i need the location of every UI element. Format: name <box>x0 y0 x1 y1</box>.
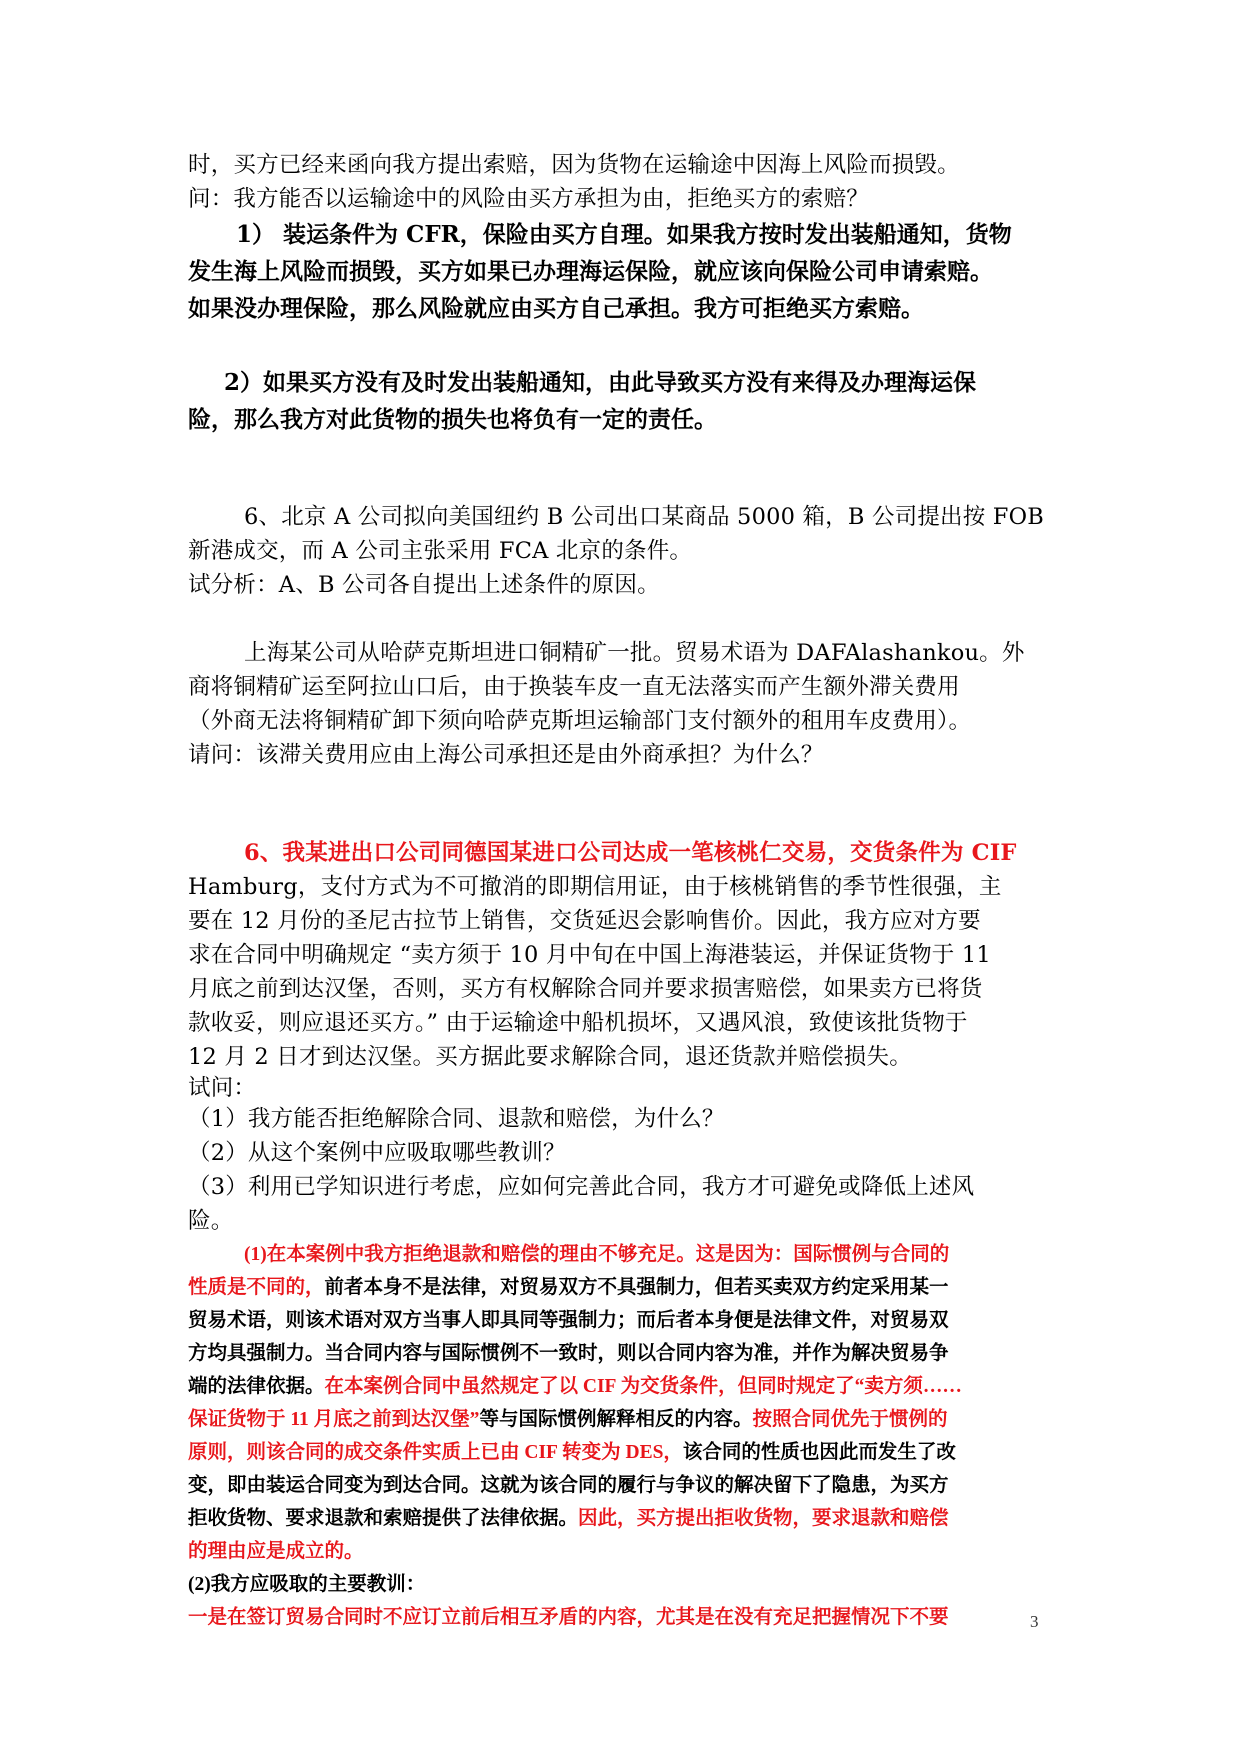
question-6b-item-1: （1）我方能否拒绝解除合同、退款和赔偿，为什么？ <box>188 1106 725 1132</box>
question-daf-text: 上海某公司从哈萨克斯坦进口铜精矿一批。贸易术语为 DAFAlashankou。外 <box>244 640 1025 666</box>
question-6-prompt: 试分析：A、B 公司各自提出上述条件的原因。 <box>188 572 660 598</box>
question-daf-prompt: 请问：该滞关费用应由上海公司承担还是由外商承担？为什么？ <box>188 742 824 768</box>
question-daf-line-3: （外商无法将铜精矿卸下须向哈萨克斯坦运输部门支付额外的租用车皮费用）。 <box>188 708 972 734</box>
question-5-text: 时，买方已经来函向我方提出索赔，因为货物在运输途中因海上风险而损毁。 <box>188 152 960 178</box>
answer-red-span: 在本案例合同中虽然规定了以 CIF 为交货条件，但同时规定了“卖方须…… <box>324 1376 962 1397</box>
question-5-prompt: 问：我方能否以运输途中的风险由买方承担为由，拒绝买方的索赔？ <box>188 186 870 212</box>
answer-text-span: 端的法律依据。 <box>188 1376 325 1397</box>
question-6b-line-2: Hamburg，支付方式为不可撤消的即期信用证，由于核桃销售的季节性很强，主 <box>188 874 1002 900</box>
question-6b-ask: 试问： <box>188 1075 257 1101</box>
question-6-line-2: 新港成交，而 A 公司主张采用 FCA 北京的条件。 <box>188 538 693 564</box>
answer-lessons-heading: (2)我方应吸取的主要教训： <box>188 1574 426 1595</box>
question-6b-item-3-line-2: 险。 <box>188 1208 234 1234</box>
answer-red-span: 保证货物于 11 月底之前到达汉堡” <box>188 1409 480 1430</box>
answer-red-span: 因此，买方提出拒收货物，要求退款和赔偿 <box>578 1508 949 1529</box>
answer-6b-line-2 <box>188 1271 1058 1304</box>
question-6b-line-4: 求在合同中明确规定 “卖方须于 10 月中旬在中国上海港装运，并保证货物于 11 <box>188 942 991 968</box>
spacer <box>188 438 1058 500</box>
answer-6b-line-8: 变，即由装运合同变为到达合同。这就为该合同的履行与争议的解决留下了隐患，为买方 <box>188 1475 949 1496</box>
question-daf-line-2: 商将铜精矿运至阿拉山口后，由于换装车皮一直无法落实而产生额外滞关费用 <box>188 674 960 700</box>
page-number: 3 <box>1030 1612 1039 1631</box>
answer-5-part-1-line-3: 如果没办理保险，那么风险就应由买方自己承担。我方可拒绝买方索赔。 <box>188 295 924 322</box>
question-6b-line-6: 款收妥，则应退还买方。” 由于运输途中船机损坏，又遇风浪，致使该批货物于 <box>188 1010 968 1036</box>
answer-red-span: 性质是不同的， <box>188 1277 325 1298</box>
answer-red-span: 按照合同优先于惯例的 <box>752 1409 948 1430</box>
question-6b-line-7: 12 月 2 日才到达汉堡。买方据此要求解除合同，退还货款并赔偿损失。 <box>188 1044 912 1070</box>
question-6-text: 6、北京 A 公司拟向美国纽约 B 公司出口某商品 5000 箱，B 公司提出按 FOB <box>244 504 1045 530</box>
answer-6b-line-9 <box>188 1502 1058 1535</box>
answer-5-part-2: 2）如果买方没有及时发出装船通知，由此导致买方没有来得及办理海运保 <box>224 369 977 396</box>
answer-text-span: 前者本身不是法律，对贸易双方不具强制力，但若买卖双方约定采用某一 <box>324 1277 949 1298</box>
page-content <box>188 148 1058 1634</box>
answer-6b-line-6 <box>188 1403 1058 1436</box>
answer-red-span: 原则，则该合同的成交条件实质上已由 CIF 转变为 DES， <box>188 1442 683 1463</box>
answer-5-part-1: 1） 装运条件为 CFR，保险由买方自理。如果我方按时发出装船通知，货物 <box>236 221 1012 248</box>
question-6b-line-3: 要在 12 月份的圣尼古拉节上销售，交货延迟会影响售价。因此，我方应对方要 <box>188 908 981 934</box>
question-6b-item-3: （3）利用已学知识进行考虑，应如何完善此合同，我方才可避免或降低上述风 <box>188 1174 975 1200</box>
answer-text-span: 等与国际惯例解释相反的内容。 <box>479 1409 753 1430</box>
spacer <box>188 602 1058 636</box>
blank-line <box>188 327 1058 364</box>
spacer <box>188 772 1058 836</box>
answer-6b-line-7 <box>188 1436 1058 1469</box>
answer-6b-line-4: 方均具强制力。当合同内容与国际惯例不一致时，则以合同内容为准，并作为解决贸易争 <box>188 1343 949 1364</box>
question-6b-heading: 6、我某进出口公司同德国某进口公司达成一笔核桃仁交易，交货条件为 CIF <box>244 840 1017 866</box>
question-6b-line-5: 月底之前到达汉堡，否则，买方有权解除合同并要求损害赔偿，如果卖方已将货 <box>188 976 983 1002</box>
answer-6b-line-1: (1)在本案例中我方拒绝退款和赔偿的理由不够充足。这是因为：国际惯例与合同的 <box>244 1244 950 1265</box>
answer-text-span: 该合同的性质也因此而发生了改 <box>682 1442 956 1463</box>
answer-5-part-1-line-2: 发生海上风险而损毁，买方如果已办理海运保险，就应该向保险公司申请索赔。 <box>188 258 993 285</box>
answer-text-span: 拒收货物、要求退款和索赔提供了法律依据。 <box>188 1508 579 1529</box>
answer-6b-line-3: 贸易术语，则该术语对双方当事人即具同等强制力；而后者本身便是法律文件，对贸易双 <box>188 1310 949 1331</box>
answer-6b-line-10: 的理由应是成立的。 <box>188 1541 364 1562</box>
question-6b-item-2: （2）从这个案例中应吸取哪些教训？ <box>188 1140 566 1166</box>
answer-6b-line-5 <box>188 1370 1058 1403</box>
answer-5-part-2-line-2: 险，那么我方对此货物的损失也将负有一定的责任。 <box>188 406 717 433</box>
answer-lessons-line-1: 一是在签订贸易合同时不应订立前后相互矛盾的内容，尤其是在没有充足把握情况下不要 <box>188 1607 949 1628</box>
